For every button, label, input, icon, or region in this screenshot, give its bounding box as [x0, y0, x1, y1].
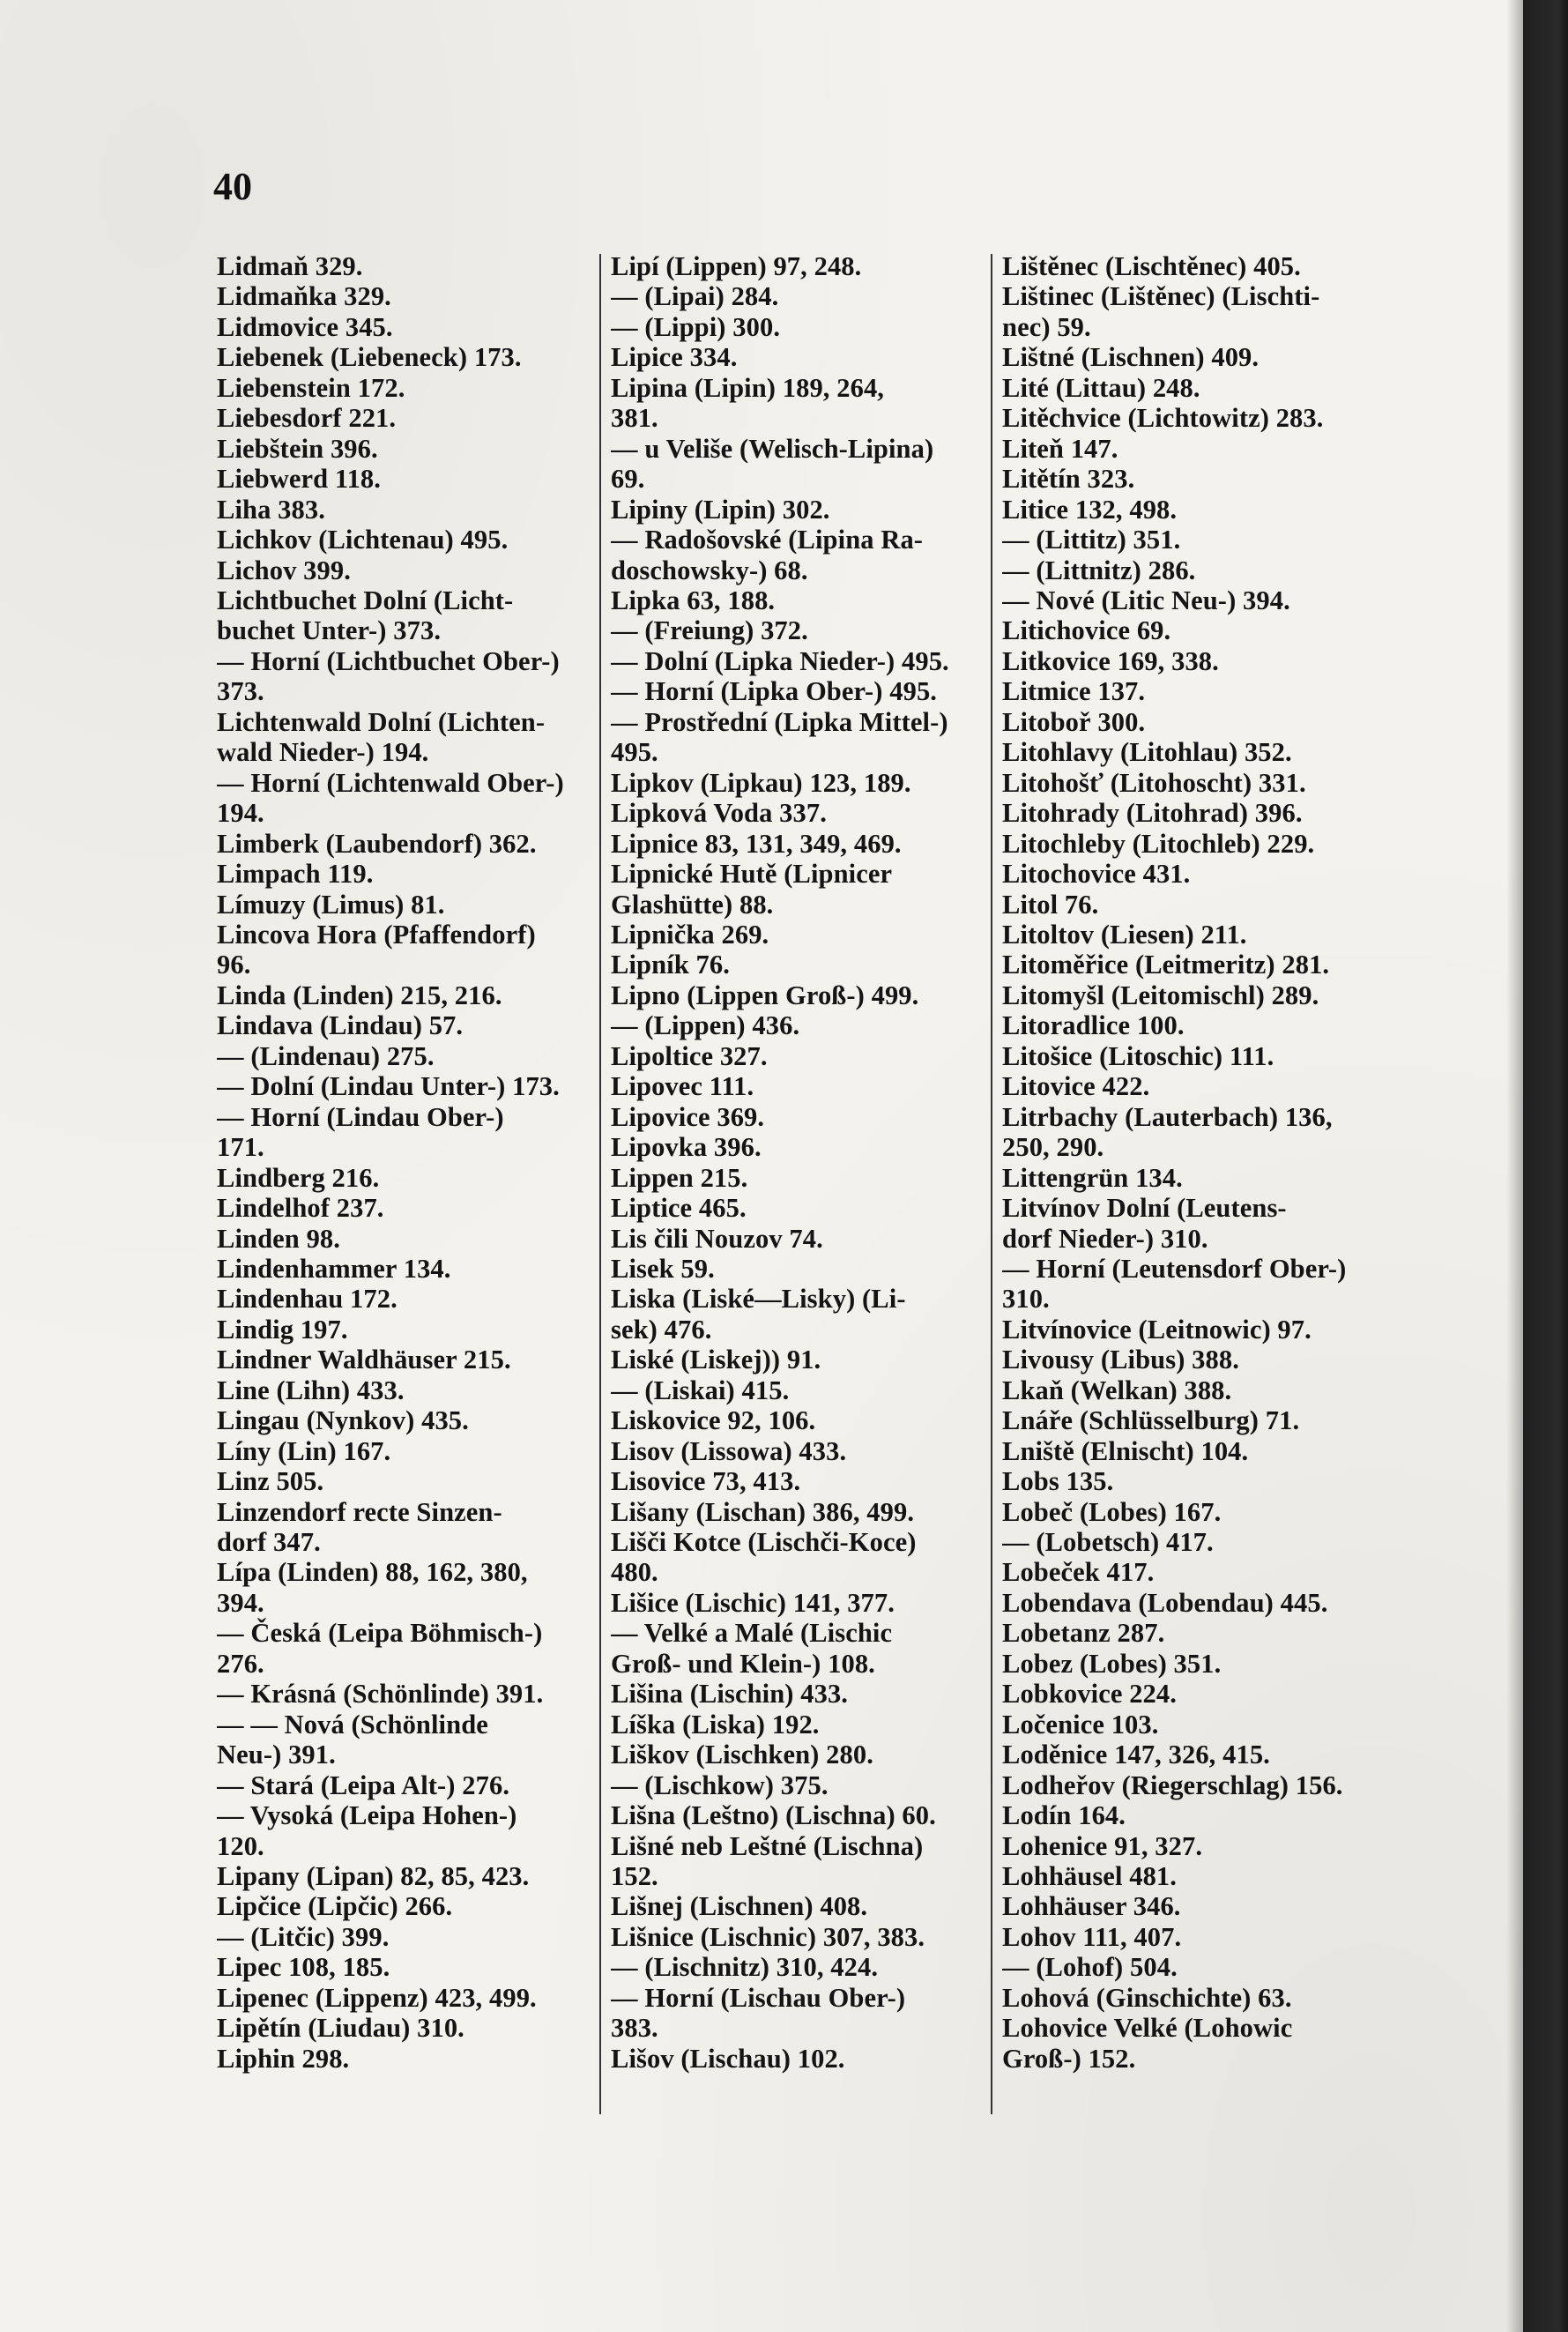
index-entry-line: Liské (Liskej)) 91.	[611, 1345, 821, 1375]
index-entry-line: 250, 290.	[1002, 1132, 1104, 1163]
index-entry-line: Lohovice Velké (Lohowic	[1002, 2013, 1293, 2044]
index-entry-line: Lobendava (Lobendau) 445.	[1002, 1587, 1328, 1618]
index-entry-line: 394.	[217, 1587, 264, 1618]
index-entry-line: Lindig 197.	[217, 1314, 348, 1345]
index-entry-line: Litochovice 431.	[1002, 859, 1191, 890]
index-entry-line: Limberk (Laubendorf) 362.	[217, 828, 537, 859]
index-entry-line: Lištné (Lischnen) 409.	[1002, 342, 1260, 373]
index-entry-line: Lipník 76.	[611, 950, 730, 980]
index-entry-line: Lipina (Lipin) 189, 264,	[611, 372, 885, 403]
index-entry-line: Litohlavy (Litohlau) 352.	[1002, 737, 1292, 768]
index-entry-line: Lipoltice 327.	[611, 1040, 768, 1071]
index-entry-line: wald Nieder-) 194.	[217, 737, 429, 768]
index-entry-line: Lohová (Ginschichte) 63.	[1002, 1982, 1292, 2013]
index-entry-line: Lišnice (Lischnic) 307, 383.	[611, 1921, 925, 1952]
index-entry-line: Lisov (Lissowa) 433.	[611, 1435, 847, 1466]
index-entry-line: — Stará (Leipa Alt-) 276.	[217, 1769, 510, 1800]
index-entry-line: Litmice 137.	[1002, 676, 1146, 707]
index-entry-line: Lindenhammer 134.	[217, 1253, 451, 1284]
index-entry-line: Limpach 119.	[217, 859, 374, 890]
index-entry-line: — Horní (Lichtenwald Ober-)	[217, 767, 564, 798]
index-entry-line: Lodín 164.	[1002, 1800, 1126, 1831]
index-entry-line: Lišna (Leštno) (Lischna) 60.	[611, 1800, 936, 1831]
index-entry-line: Lištinec (Lištěnec) (Lischti-	[1002, 281, 1320, 312]
index-entry-line: Line (Lihn) 433.	[217, 1375, 405, 1405]
index-entry-line: 96.	[217, 950, 251, 980]
index-entry-line: Lobetanz 287.	[1002, 1618, 1165, 1649]
index-entry-line: Lišči Kotce (Lischči-Koce)	[611, 1527, 917, 1558]
index-entry-line: Liteň 147.	[1002, 433, 1118, 464]
index-entry-line: sek) 476.	[611, 1314, 712, 1345]
index-entry-line: Líny (Lin) 167.	[217, 1435, 391, 1466]
index-entry-line: 171.	[217, 1132, 264, 1163]
index-entry-line: — (Lipai) 284.	[611, 281, 779, 312]
index-entry-line: — Horní (Lindau Ober-)	[217, 1101, 504, 1132]
index-entry-line: 194.	[217, 798, 264, 829]
index-entry-line: Liebwerd 118.	[217, 464, 381, 495]
index-entry-line: Lobeč (Lobes) 167.	[1002, 1496, 1222, 1527]
index-entry-line: Litohošť (Litohoscht) 331.	[1002, 767, 1306, 798]
index-entry-line: — Česká (Leipa Böhmisch-)	[217, 1618, 543, 1649]
index-entry-line: Lobeček 417.	[1002, 1557, 1155, 1588]
index-entry-line: Loděnice 147, 326, 415.	[1002, 1740, 1270, 1770]
index-entry-line: Lippen 215.	[611, 1162, 748, 1193]
index-entry-line: 373.	[217, 676, 264, 707]
index-entry-line: Litošice (Litoschic) 111.	[1002, 1040, 1274, 1071]
index-entry-line: dorf 347.	[217, 1527, 321, 1558]
index-entry-line: Lipno (Lippen Groß-) 499.	[611, 980, 919, 1010]
index-entry-line: Liebštein 396.	[217, 433, 378, 464]
index-entry-line: Lidmaň 329.	[217, 251, 363, 281]
index-entry-line: — — Nová (Schönlinde	[217, 1709, 488, 1740]
index-entry-line: — u Veliše (Welisch-Lipina)	[611, 433, 934, 464]
index-entry-line: — Krásná (Schönlinde) 391.	[217, 1679, 544, 1710]
index-entry-line: Litomyšl (Leitomischl) 289.	[1002, 980, 1319, 1010]
index-entry-line: Neu-) 391.	[217, 1740, 336, 1770]
index-entry-line: Lipenec (Lippenz) 423, 499.	[217, 1982, 537, 2013]
index-entry-line: Lohenice 91, 327.	[1002, 1830, 1203, 1861]
index-entry-line: Lípa (Linden) 88, 162, 380,	[217, 1557, 528, 1588]
index-entry-line: — (Lischnitz) 310, 424.	[611, 1952, 879, 1983]
index-entry-line: Lišice (Lischic) 141, 377.	[611, 1587, 895, 1618]
column-divider	[599, 254, 601, 2114]
index-entry-line: Litoltov (Liesen) 211.	[1002, 919, 1247, 950]
index-entry-line: Liškov (Lischken) 280.	[611, 1740, 873, 1770]
index-entry-line: Lipí (Lippen) 97, 248.	[611, 251, 862, 281]
index-entry-line: Lkaň (Welkan) 388.	[1002, 1375, 1232, 1405]
index-entry-line: doschowsky-) 68.	[611, 555, 808, 585]
index-entry-line: buchet Unter-) 373.	[217, 615, 442, 646]
index-entry-line: Lipnické Hutě (Lipnicer	[611, 859, 893, 890]
index-entry-line: Litice 132, 498.	[1002, 494, 1178, 525]
index-entry-line: — Horní (Lischau Ober-)	[611, 1982, 906, 2013]
index-entry-line: 480.	[611, 1557, 658, 1588]
index-entry-line: Lipovec 111.	[611, 1071, 754, 1102]
index-entry-line: 310.	[1002, 1284, 1050, 1315]
index-entry-line: Lichkov (Lichtenau) 495.	[217, 525, 509, 555]
index-entry-line: Lištěnec (Lischtěnec) 405.	[1002, 251, 1301, 281]
index-entry-line: Líška (Liska) 192.	[611, 1709, 820, 1740]
page-number: 40	[213, 165, 252, 208]
index-entry-line: Lidmaňka 329.	[217, 281, 391, 312]
index-entry-line: Lindner Waldhäuser 215.	[217, 1345, 511, 1375]
index-entry-line: Lisek 59.	[611, 1253, 715, 1284]
index-entry-line: Lis čili Nouzov 74.	[611, 1223, 823, 1254]
index-entry-line: Lipec 108, 185.	[217, 1952, 390, 1983]
index-entry-line: Lindberg 216.	[217, 1162, 380, 1193]
index-entry-line: — (Lobetsch) 417.	[1002, 1527, 1214, 1558]
index-entry-line: Lingau (Nynkov) 435.	[217, 1405, 469, 1436]
column-divider	[991, 254, 992, 2114]
index-entry-line: 495.	[611, 737, 658, 768]
index-entry-line: Linden 98.	[217, 1223, 340, 1254]
index-entry-line: Lohhäusel 481.	[1002, 1861, 1178, 1892]
index-entry-line: Glashütte) 88.	[611, 889, 774, 920]
index-entry-line: Litvínovice (Leitnowic) 97.	[1002, 1314, 1312, 1345]
index-entry-line: Litol 76.	[1002, 889, 1099, 920]
index-entry-line: Lindava (Lindau) 57.	[217, 1010, 464, 1041]
index-entry-line: Linz 505.	[217, 1466, 324, 1497]
index-entry-line: Linda (Linden) 215, 216.	[217, 980, 502, 1010]
index-entry-line: Liptice 465.	[611, 1193, 747, 1224]
index-entry-line: Littengrün 134.	[1002, 1162, 1183, 1193]
index-entry-line: 152.	[611, 1861, 658, 1892]
index-entry-line: Lipice 334.	[611, 342, 738, 373]
index-entry-line: Lichtenwald Dolní (Lichten-	[217, 706, 546, 737]
index-entry-line: Lipkov (Lipkau) 123, 189.	[611, 767, 911, 798]
index-entry-line: Lipovice 369.	[611, 1101, 765, 1132]
index-entry-line: Lité (Littau) 248.	[1002, 372, 1200, 403]
index-entry-line: Ločenice 103.	[1002, 1709, 1159, 1740]
index-entry-line: Livousy (Libus) 388.	[1002, 1345, 1239, 1375]
index-entry-line: Liebenstein 172.	[217, 372, 405, 403]
index-entry-line: Lichtbuchet Dolní (Licht-	[217, 585, 514, 615]
index-entry-line: Liha 383.	[217, 494, 325, 525]
index-entry-line: 276.	[217, 1648, 264, 1679]
index-entry-line: — (Liskai) 415.	[611, 1375, 790, 1405]
index-column-1	[217, 251, 596, 2074]
index-entry-line: — Dolní (Lipka Nieder-) 495.	[611, 645, 949, 676]
index-entry-line: — Nové (Litic Neu-) 394.	[1002, 585, 1290, 615]
index-entry-line: Litětín 323.	[1002, 464, 1135, 495]
index-entry-line: — Horní (Leutensdorf Ober-)	[1002, 1253, 1347, 1284]
index-entry-line: — Velké a Malé (Lischic	[611, 1618, 893, 1649]
index-entry-line: Linzendorf recte Sinzen-	[217, 1496, 502, 1527]
index-entry-line: — (Litčic) 399.	[217, 1921, 390, 1952]
index-entry-line: Lipnice 83, 131, 349, 469.	[611, 828, 902, 859]
index-entry-line: 120.	[217, 1830, 264, 1861]
index-entry-line: Lniště (Elnischt) 104.	[1002, 1435, 1249, 1466]
index-entry-line: Litěchvice (Lichtowitz) 283.	[1002, 403, 1324, 434]
index-entry-line: 383.	[611, 2013, 658, 2044]
index-entry-line: — Vysoká (Leipa Hohen-)	[217, 1800, 517, 1831]
index-entry-line: Lindelhof 237.	[217, 1193, 384, 1224]
index-entry-line: — Horní (Lichtbuchet Ober-)	[217, 645, 560, 676]
index-entry-line: Litochleby (Litochleb) 229.	[1002, 828, 1315, 859]
index-entry-line: Lobkovice 224.	[1002, 1679, 1177, 1710]
index-entry-line: Lnáře (Schlüsselburg) 71.	[1002, 1405, 1300, 1436]
index-entry-line: — (Lippi) 300.	[611, 311, 781, 342]
index-entry-line: — Horní (Lipka Ober-) 495.	[611, 676, 938, 707]
index-entry-line: dorf Nieder-) 310.	[1002, 1223, 1208, 1254]
index-entry-line: 69.	[611, 464, 645, 495]
index-entry-line: Lipnička 269.	[611, 919, 769, 950]
index-entry-line: Liskovice 92, 106.	[611, 1405, 816, 1436]
index-entry-line: Lidmovice 345.	[217, 311, 393, 342]
index-entry-line: Litohrady (Litohrad) 396.	[1002, 798, 1303, 829]
index-entry-line: Lipětín (Liudau) 310.	[217, 2013, 464, 2044]
index-entry-line: Lobs 135.	[1002, 1466, 1114, 1497]
index-entry-line: — (Littnitz) 286.	[1002, 555, 1196, 585]
index-entry-line: Lipka 63, 188.	[611, 585, 776, 615]
index-entry-line: Lišina (Lischin) 433.	[611, 1679, 849, 1710]
index-entry-line: — Radošovské (Lipina Ra-	[611, 525, 924, 555]
index-entry-line: Litvínov Dolní (Leutens-	[1002, 1193, 1287, 1224]
index-entry-line: Lisovice 73, 413.	[611, 1466, 801, 1497]
index-entry-line: — (Lischkow) 375.	[611, 1769, 829, 1800]
index-entry-line: Lišany (Lischan) 386, 499.	[611, 1496, 915, 1527]
index-entry-line: Liska (Liské—Lisky) (Li-	[611, 1284, 906, 1315]
index-entry-line: Litoradlice 100.	[1002, 1010, 1185, 1041]
binding-shadow	[1506, 0, 1568, 2332]
index-entry-line: nec) 59.	[1002, 311, 1091, 342]
index-entry-line: — (Freiung) 372.	[611, 615, 808, 646]
index-entry-line: Lišné neb Leštné (Lischna)	[611, 1830, 924, 1861]
index-entry-line: — (Lippen) 436.	[611, 1010, 800, 1041]
index-entry-line: Groß-) 152.	[1002, 2043, 1136, 2074]
index-entry-line: Liphin 298.	[217, 2043, 350, 2074]
index-entry-line: Lišnej (Lischnen) 408.	[611, 1891, 868, 1922]
index-entry-line: — (Lohof) 504.	[1002, 1952, 1178, 1983]
index-entry-line: Lobez (Lobes) 351.	[1002, 1648, 1222, 1679]
index-entry-line: Lincova Hora (Pfaffendorf)	[217, 919, 536, 950]
index-column-3	[1002, 251, 1381, 2074]
index-entry-line: Lipany (Lipan) 82, 85, 423.	[217, 1861, 530, 1892]
index-entry-line: Lindenhau 172.	[217, 1284, 398, 1315]
index-entry-line: Litichovice 69.	[1002, 615, 1171, 646]
index-entry-line: Lichov 399.	[217, 555, 351, 585]
index-entry-line: Lodheřov (Riegerschlag) 156.	[1002, 1769, 1343, 1800]
index-entry-line: Litoměřice (Leitmeritz) 281.	[1002, 950, 1330, 980]
index-entry-line: Lišov (Lischau) 102.	[611, 2043, 845, 2074]
index-entry-line: Lipková Voda 337.	[611, 798, 827, 829]
index-entry-line: Lohhäuser 346.	[1002, 1891, 1181, 1922]
index-entry-line: Lipčice (Lipčic) 266.	[217, 1891, 453, 1922]
index-entry-line: — Prostřední (Lipka Mittel-)	[611, 706, 948, 737]
index-entry-line: Lohov 111, 407.	[1002, 1921, 1182, 1952]
index-entry-line: — (Lindenau) 275.	[217, 1040, 435, 1071]
index-column-2	[611, 251, 990, 2074]
index-entry-line: Liebesdorf 221.	[217, 403, 397, 434]
index-entry-line: Lipiny (Lipin) 302.	[611, 494, 830, 525]
index-entry-line: Litovice 422.	[1002, 1071, 1150, 1102]
index-entry-line: — Dolní (Lindau Unter-) 173.	[217, 1071, 560, 1102]
index-entry-line: — (Littitz) 351.	[1002, 525, 1181, 555]
index-entry-line: Litrbachy (Lauterbach) 136,	[1002, 1101, 1333, 1132]
index-entry-line: Lipovka 396.	[611, 1132, 762, 1163]
index-entry-line: Litoboř 300.	[1002, 706, 1146, 737]
index-entry-line: Litkovice 169, 338.	[1002, 645, 1219, 676]
index-entry-line: Límuzy (Limus) 81.	[217, 889, 445, 920]
index-entry-line: Liebenek (Liebeneck) 173.	[217, 342, 522, 373]
index-entry-line: Groß- und Klein-) 108.	[611, 1648, 875, 1679]
index-entry-line: 381.	[611, 403, 658, 434]
